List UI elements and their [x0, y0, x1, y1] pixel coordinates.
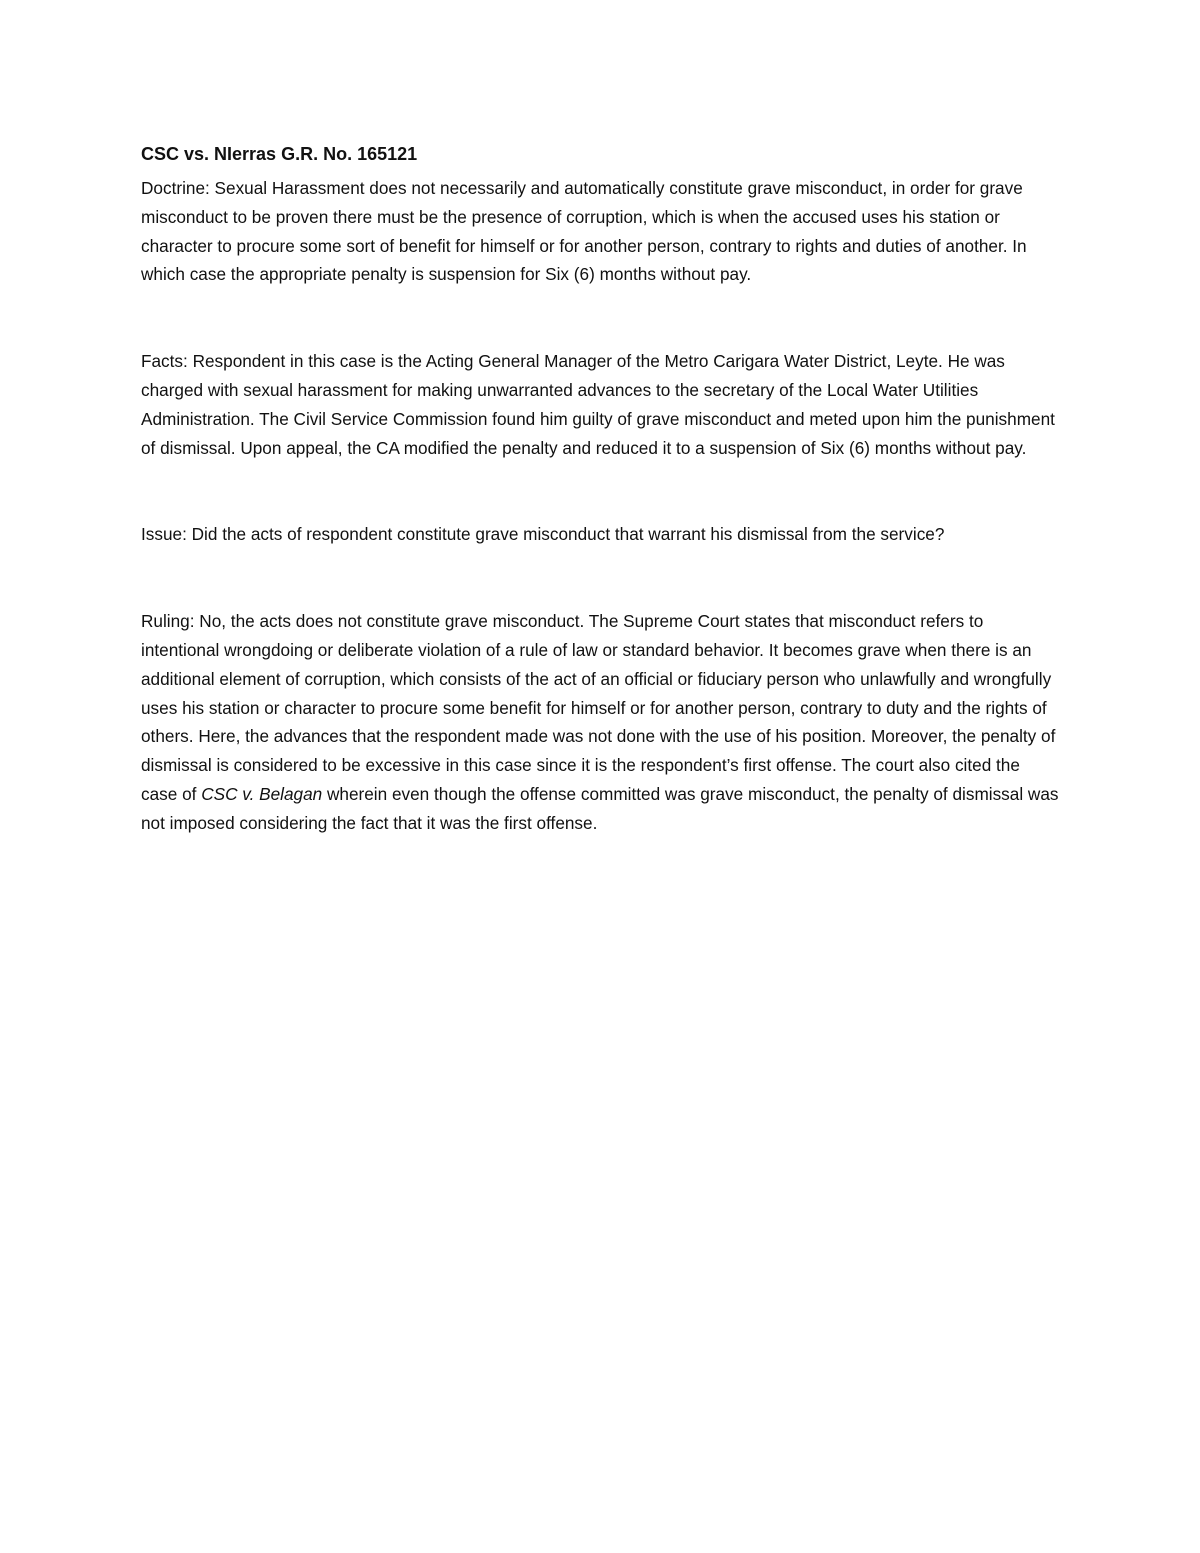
issue-paragraph: Issue: Did the acts of respondent constitute grave misconduct that warrant his dismissal from the service? [141, 524, 945, 545]
cited-case-name: CSC v. Belagan [201, 783, 323, 804]
document-page [141, 140, 1059, 838]
paragraph-spacer [141, 289, 1059, 347]
facts-paragraph: Facts: Respondent in this case is the Acting General Manager of the Metro Carigara Water District, Leyte. He was charged with sexual harassment for making unwarranted advances to the secretary of the Local Water Utilities Administration. The Civil Service Commission found him guilty of grave misconduct and meted upon him the punishment of dismissal. Upon appeal, the CA modified the penalty and reduced it to a suspension of Six (6) months without pay. [141, 351, 1055, 458]
ruling-text-part2: wherein even though the offense committed was grave misconduct, the penalty of dismissal was not imposed considering the fact that it was the first offense. [141, 783, 1059, 833]
case-title: CSC vs. NIerras G.R. No. 165121 [141, 144, 418, 164]
paragraph-spacer [141, 462, 1059, 520]
ruling-text-part1: Ruling: No, the acts does not constitute grave misconduct. The Supreme Court states that misconduct refers to intentional wrongdoing or deliberate violation of a rule of law or standard behavior. It becomes grave when there is an additional element of corruption, which consists of the act of an official or fiduciary person who unlawfully and wrongfully uses his station or character to procure some benefit for himself or for another person, contrary to duty and the rights of others. Here, the advances that the respondent made was not done with the use of his position. Moreover, the penalty of dismissal is considered to be excessive in this case since it is the respondent’s first offense. The court also cited the case of [141, 611, 1056, 804]
ruling-paragraph [141, 607, 1059, 837]
doctrine-paragraph: Doctrine: Sexual Harassment does not necessarily and automatically constitute grave misconduct, in order for grave misconduct to be proven there must be the presence of corruption, which is when the accused uses his station or character to procure some sort of benefit for himself or for another person, contrary to rights and duties of another. In which case the appropriate penalty is suspension for Six (6) months without pay. [141, 178, 1027, 285]
paragraph-spacer [141, 549, 1059, 607]
